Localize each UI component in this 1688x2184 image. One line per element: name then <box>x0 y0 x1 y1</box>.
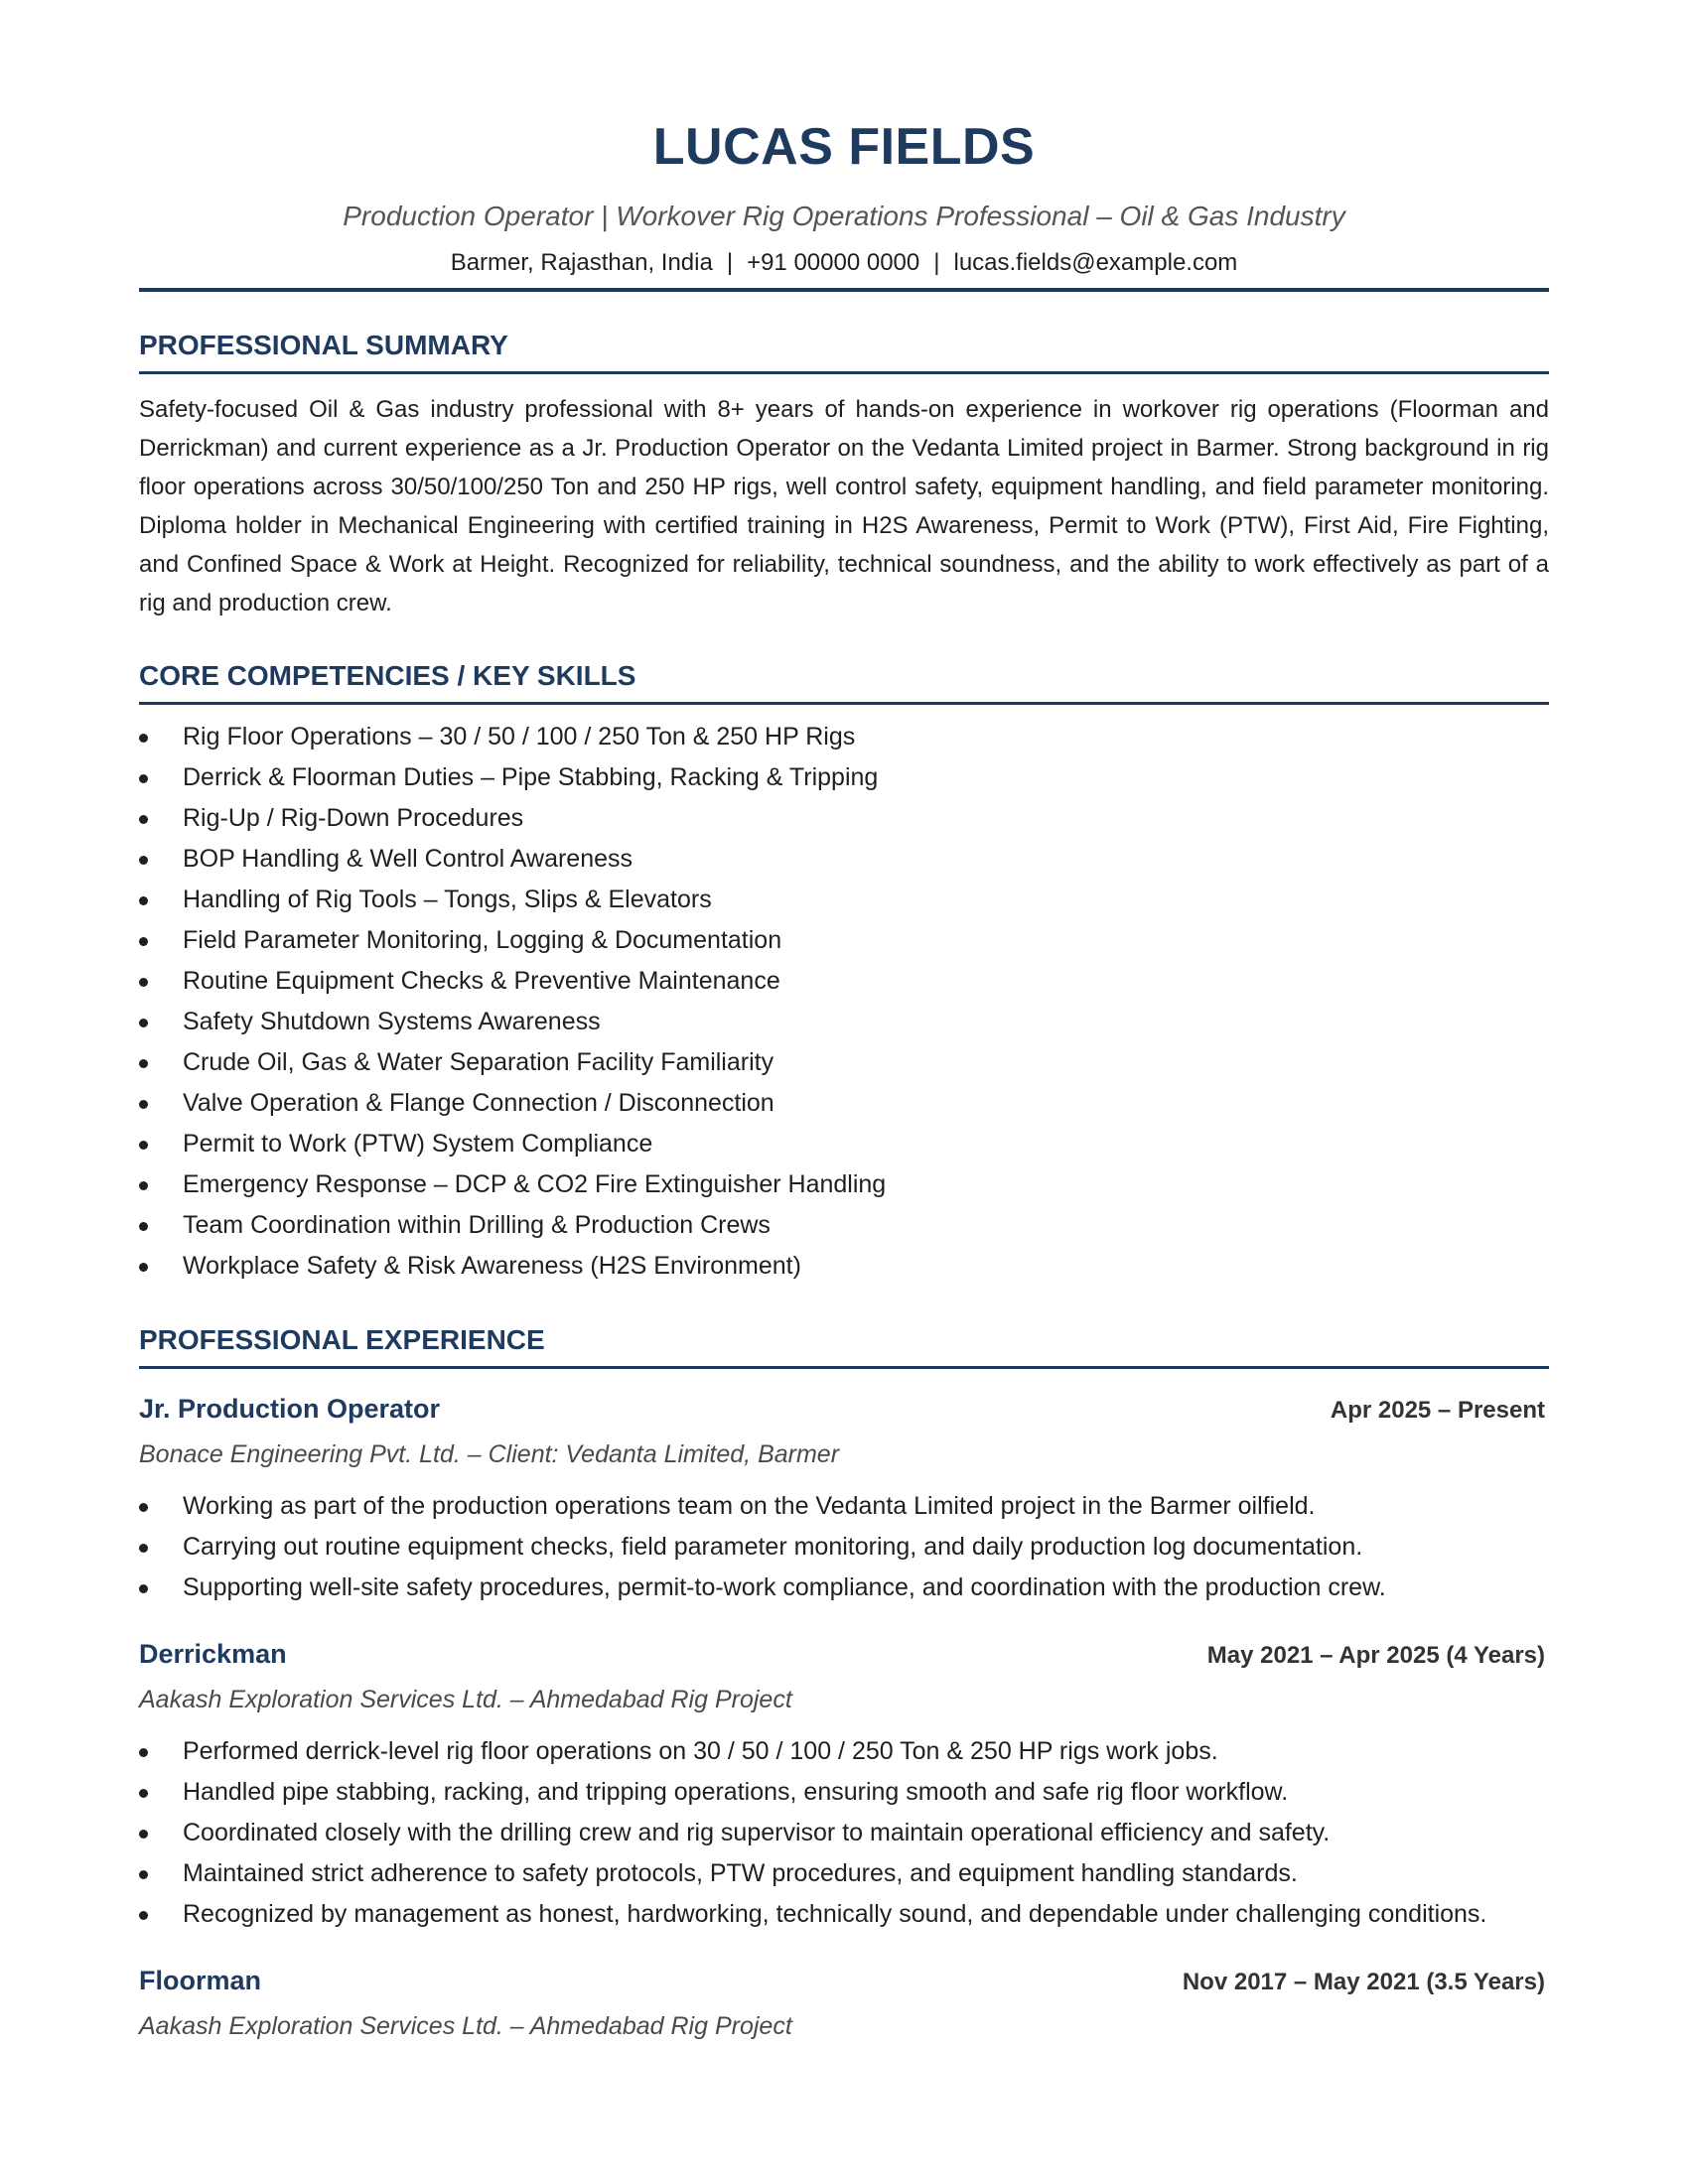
bullet-icon <box>139 896 148 905</box>
job-bullet-text: Coordinated closely with the drilling crew and rig supervisor to maintain operational efficiency and safety. <box>183 1819 1331 1846</box>
job-bullet-text: Performed derrick-level rig floor operations on 30 / 50 / 100 / 250 Ton & 250 HP rigs work jobs. <box>183 1737 1218 1765</box>
skill-text: Routine Equipment Checks & Preventive Maintenance <box>183 967 780 995</box>
skill-item <box>139 798 1549 839</box>
job-bullet-text: Handled pipe stabbing, racking, and tripping operations, ensuring smooth and safe rig floor workflow. <box>183 1778 1289 1806</box>
skill-item <box>139 717 1549 757</box>
bullet-icon <box>139 1181 148 1190</box>
header-divider <box>139 288 1549 292</box>
bullet-icon <box>139 1222 148 1231</box>
skill-text: Safety Shutdown Systems Awareness <box>183 1008 601 1035</box>
job-bullet <box>139 1731 1549 1772</box>
summary-text: Safety-focused Oil & Gas industry professional with 8+ years of hands-on experience in workover rig operations (Floorman and Derrickman) and current experience as a Jr. Production Operator on the Vedanta Limited project in Barmer. Strong background in rig floor operations across 30/50/100/250 Ton and 250 HP rigs, well control safety, equipment handling, and field parameter monitoring. Diploma holder in Mechanical Engineering with certified training in H2S Awareness, Permit to Work (PTW), First Aid, Fire Fighting, and Confined Space & Work at Height. Recognized for reliability, technical soundness, and the ability to work effectively as part of a rig and production crew. <box>139 396 1549 616</box>
skill-item <box>139 839 1549 880</box>
job-bullet <box>139 1853 1549 1894</box>
job-entry <box>139 1634 1549 1935</box>
job-company: Aakash Exploration Services Ltd. – Ahmedabad Rig Project <box>139 2012 792 2040</box>
skill-text: Valve Operation & Flange Connection / Disconnection <box>183 1089 774 1117</box>
job-title: Jr. Production Operator <box>139 1394 441 1424</box>
bullet-icon <box>139 1870 148 1879</box>
skill-item <box>139 920 1549 961</box>
job-bullet-list <box>139 1731 1549 1935</box>
bullet-icon <box>139 1141 148 1150</box>
job-company: Bonace Engineering Pvt. Ltd. – Client: Vedanta Limited, Barmer <box>139 1440 840 1468</box>
bullet-icon <box>139 1830 148 1839</box>
skill-text: Crude Oil, Gas & Water Separation Facility Familiarity <box>183 1048 774 1076</box>
skill-text: Rig-Up / Rig-Down Procedures <box>183 804 524 832</box>
contact-email[interactable]: lucas.fields@example.com <box>953 249 1238 276</box>
section-divider <box>139 1366 1549 1369</box>
skill-text: Permit to Work (PTW) System Compliance <box>183 1130 653 1158</box>
skill-text: Team Coordination within Drilling & Production Crews <box>183 1211 771 1239</box>
job-entry <box>139 1961 1549 2046</box>
bullet-icon <box>139 1584 148 1593</box>
job-bullet <box>139 1772 1549 1813</box>
job-header <box>139 1961 1549 2002</box>
contact-line <box>139 246 1549 280</box>
bullet-icon <box>139 1100 148 1109</box>
job-bullet <box>139 1894 1549 1935</box>
bullet-icon <box>139 1544 148 1553</box>
skill-text: Handling of Rig Tools – Tongs, Slips & Elevators <box>183 886 712 913</box>
job-bullet-text: Recognized by management as honest, hardworking, technically sound, and dependable under challenging conditions. <box>183 1900 1487 1928</box>
job-bullet-text: Maintained strict adherence to safety protocols, PTW procedures, and equipment handling standards. <box>183 1859 1298 1887</box>
job-title: Floorman <box>139 1966 262 1995</box>
job-bullet-text: Carrying out routine equipment checks, field parameter monitoring, and daily production log documentation. <box>183 1533 1363 1561</box>
bullet-icon <box>139 978 148 987</box>
bullet-icon <box>139 774 148 783</box>
skill-item <box>139 1164 1549 1205</box>
skill-item <box>139 1083 1549 1124</box>
skill-item <box>139 961 1549 1002</box>
job-dates: Nov 2017 – May 2021 (3.5 Years) <box>1182 1969 1545 1995</box>
skill-text: Rig Floor Operations – 30 / 50 / 100 / 250 Ton & 250 HP Rigs <box>183 723 856 751</box>
job-entry <box>139 1389 1549 1608</box>
bullet-icon <box>139 734 148 743</box>
skill-text: Derrick & Floorman Duties – Pipe Stabbing, Racking & Tripping <box>183 763 879 791</box>
skill-item <box>139 1002 1549 1042</box>
job-bullet <box>139 1486 1549 1527</box>
skill-text: Workplace Safety & Risk Awareness (H2S Environment) <box>183 1252 801 1280</box>
job-dates: Apr 2025 – Present <box>1330 1397 1545 1424</box>
job-bullet <box>139 1568 1549 1608</box>
job-bullet-text: Supporting well-site safety procedures, permit-to-work compliance, and coordination with the production crew. <box>183 1573 1386 1601</box>
contact-phone: +91 00000 0000 <box>747 249 920 276</box>
bullet-icon <box>139 815 148 824</box>
job-company: Aakash Exploration Services Ltd. – Ahmedabad Rig Project <box>139 1686 792 1713</box>
job-header <box>139 1389 1549 1431</box>
bullet-icon <box>139 1911 148 1920</box>
section-title-skills: CORE COMPETENCIES / KEY SKILLS <box>139 660 636 691</box>
contact-location: Barmer, Rajasthan, India <box>450 249 713 276</box>
bullet-icon <box>139 856 148 865</box>
skill-text: Emergency Response – DCP & CO2 Fire Extinguisher Handling <box>183 1170 887 1198</box>
job-bullet <box>139 1527 1549 1568</box>
job-header <box>139 1634 1549 1676</box>
skill-item <box>139 1246 1549 1287</box>
section-title-experience: PROFESSIONAL EXPERIENCE <box>139 1324 545 1355</box>
skill-item <box>139 1124 1549 1164</box>
bullet-icon <box>139 1503 148 1512</box>
job-bullet-list <box>139 1486 1549 1608</box>
bullet-icon <box>139 1789 148 1798</box>
contact-separator: | <box>933 249 940 276</box>
job-title: Derrickman <box>139 1639 287 1669</box>
skill-item <box>139 880 1549 920</box>
bullet-icon <box>139 937 148 946</box>
resume-page <box>139 109 1549 2046</box>
bullet-icon <box>139 1019 148 1027</box>
experience-list <box>139 1389 1549 2046</box>
candidate-name: LUCAS FIELDS <box>652 118 1036 176</box>
bullet-icon <box>139 1059 148 1068</box>
skill-item <box>139 1042 1549 1083</box>
job-bullet-text: Working as part of the production operations team on the Vedanta Limited project in the Barmer oilfield. <box>183 1492 1316 1520</box>
skill-item <box>139 1205 1549 1246</box>
section-divider <box>139 371 1549 374</box>
skills-list <box>139 717 1549 1287</box>
bullet-icon <box>139 1748 148 1757</box>
candidate-tagline: Production Operator | Workover Rig Operations Professional – Oil & Gas Industry <box>343 201 1345 231</box>
section-title-summary: PROFESSIONAL SUMMARY <box>139 330 508 360</box>
bullet-icon <box>139 1263 148 1272</box>
contact-separator: | <box>726 249 734 276</box>
job-bullet <box>139 1813 1549 1853</box>
job-dates: May 2021 – Apr 2025 (4 Years) <box>1206 1642 1545 1669</box>
skill-item <box>139 757 1549 798</box>
skill-text: Field Parameter Monitoring, Logging & Documentation <box>183 926 782 954</box>
skill-text: BOP Handling & Well Control Awareness <box>183 845 633 873</box>
section-divider <box>139 702 1549 705</box>
